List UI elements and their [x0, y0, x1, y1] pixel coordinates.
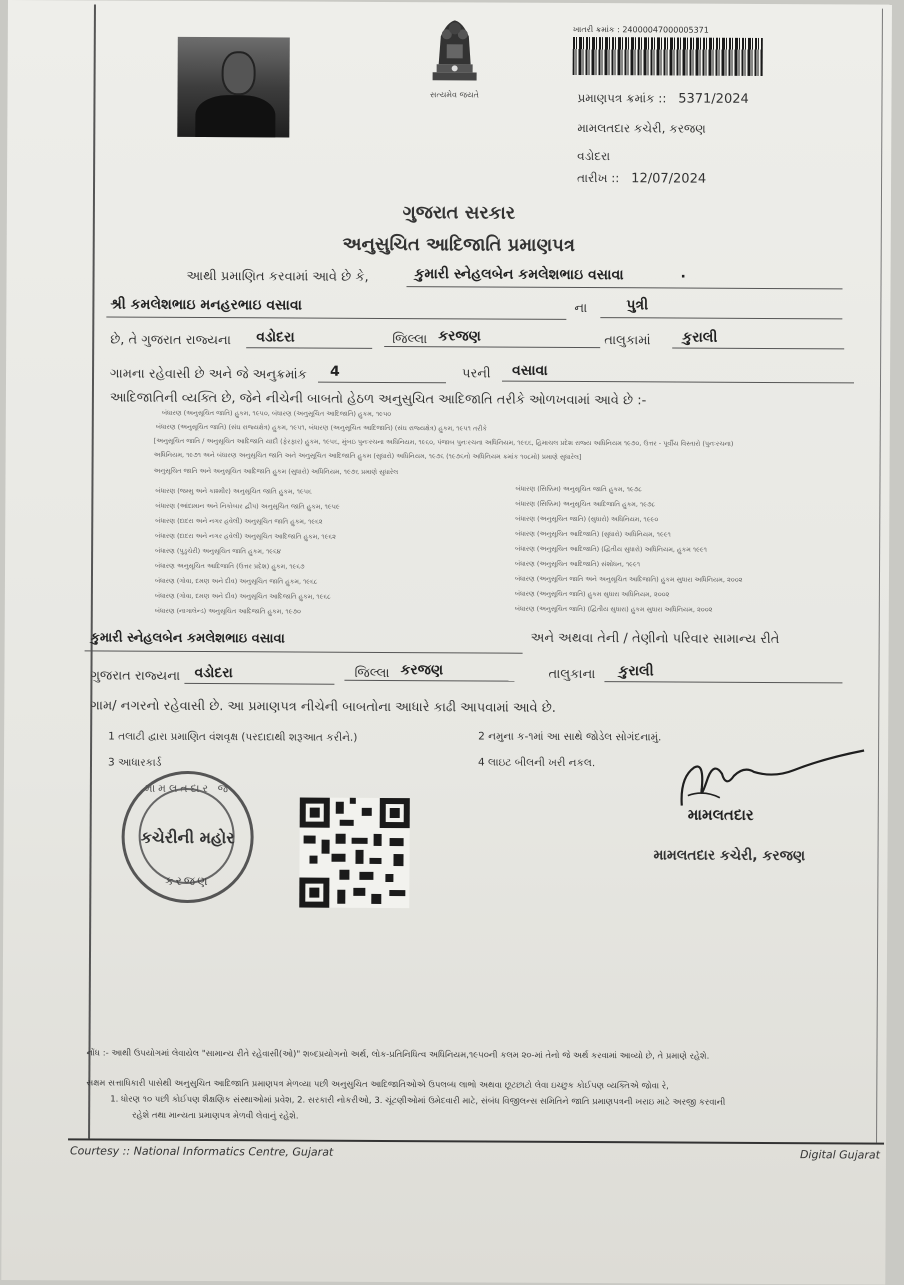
residence-state-label: ગુજરાત રાજ્યના [90, 668, 181, 684]
order-right: બંધારણ (સિક્કિમ) અનુસૂચિત જાતિ હુકમ, ૧૯૭૮ [515, 484, 642, 494]
office-seal [121, 771, 254, 904]
document-item: 1 તલાટી દ્વારા પ્રમાણિત વંશવૃક્ષ (પરદાદાથી શરૂઆત કરીને.) [108, 730, 358, 744]
order-left: બંધારણ (પુડુચેરી) અનુસૂચિત જાતિ હુકમ, ૧૯૬૪ [155, 546, 281, 556]
name-mark: . [680, 265, 686, 282]
document-item: 4 લાઇટ બીલની ખરી નકલ. [477, 756, 596, 770]
order-right: બંધારણ (સિક્કિમ) અનુસૂચિત આદિજાતિ હુકમ, ૧૯૭૮ [515, 499, 656, 509]
note-requirements: 1. ધોરણ ૧૦ પછી કોઈપણ શૈક્ષણિક સંસ્થાઓમાં પ્રવેશ, 2. સરકારી નોકરીઓ, 3. ચૂંટણીઓમાં ઉમેદવારી માટે, સંબંધ વિજીલન્સ સમિતિને જાતિ પ્રમાણપત્રની ખરાઇ માટે અરજી કરવાની [110, 1094, 726, 1108]
order-left: બંધારણ (દાદરા અને નગર હવેલી) અનુસૂચિત આદિજાતિ હુકમ, ૧૯૬૨ [155, 531, 336, 541]
order-right: બંધારણ (અનુસૂચિત જાતિ) હુકમ સુધારા અધિનિયમ, ૨૦૦૨ [514, 589, 670, 599]
certificate-date: 12/07/2024 [631, 171, 707, 187]
caste-value: વસાવા [512, 362, 548, 379]
intro-text: આથી પ્રમાણિત કરવામાં આવે છે કે, [186, 268, 369, 285]
seal-top-text: મામલતદાર જ [144, 781, 232, 796]
order-right: બંધારણ (અનુસૂચિત આદિજાતિ) સંશોધન, ૧૯૯૧ [515, 559, 641, 569]
father-name: શ્રી કમલેશભાઇ મનહરભાઇ વસાવા [110, 296, 303, 314]
state-label: છે, તે ગુજરાત રાજ્યના [110, 332, 231, 349]
certificate-title: અનુસુચિત આદિજાતિ પ્રમાણપત્ર [342, 233, 575, 256]
serial-number: 4 [330, 363, 340, 380]
basis-text: ગામ/ નગરનો રહેવાસી છે. આ પ્રમાણપત્ર નીચેની બાબતોના આધારે કાઢી આપવામાં આવે છે. [90, 698, 557, 716]
signatory-designation: મામલતદાર [687, 805, 754, 824]
order-right: બંધારણ (અનુસૂચિત આદિજાતિ) (દ્વિતીય સુધારો) અધિનિયમ, હુકમ ૧૯૯૧ [515, 544, 708, 554]
residence-district: વડોદરા [194, 664, 233, 682]
order-left: બંધારણ (ગોવા, દમણ અને દીવ) અનુસૂચિત જાતિ હુકમ, ૧૯૬૮ [154, 576, 318, 586]
village-value: કુરાલી [682, 329, 718, 346]
certificate-number: 5371/2024 [678, 91, 749, 107]
note-usage: નોંધ :- આથી ઉપયોગમાં લેવાયેલ "સામાન્ય રીતે રહેવાસી(ઓ)" શબ્દપ્રયોગનો અર્થ, લોક-પ્રતિનિધિત્વ અધિનિયમ,૧૯૫૦ની કલમ ૨૦-માં તેનો જે અર્થ કરવામાં આવ્યો છે, તે પ્રમાણે રહેશે. [86, 1048, 710, 1062]
district-label: જિલ્લા [392, 332, 428, 348]
note-benefits: સક્ષમ સત્તાધિકારી પાસેથી અનુસુચિત આદિજાતિ પ્રમાણપત્ર મેળવ્યા પછી અનુસુચિત આદિજાતિઓએ ઉપલબ્ધ લાભો અથવા છૂટછાટો લેવા ઇચ્છુક કોઈપણ વ્યક્તિએ જોવા રે, [86, 1078, 669, 1092]
residence-village: કુરાલી [618, 663, 654, 680]
note-validity: રહેશે તથા માન્યતા પ્રમાણપત્ર મેળવી લેવાનું રહેશે. [132, 1110, 299, 1122]
footer-courtesy: Courtesy :: National Informatics Centre, Gujarat [69, 1144, 334, 1159]
residence-name: કુમારી સ્નેહલબેન કમલેશભાઇ વસાવા [90, 630, 285, 647]
order-right: બંધારણ (અનુસૂચિત જાતિ) (સુધારો) અધિનિયમ, ૧૯૯૦ [515, 514, 659, 524]
applicant-photo [177, 37, 290, 138]
barcode [573, 37, 763, 76]
document-item: 2 નમુના ક-૧માં આ સાથે જોડેલ સોગંદનામું. [478, 730, 662, 744]
order-right: બંધારણ (અનુસૂચિત જાતિ અને અનુસૂચિત આદિજાતિ) હુકમ સુધારા અધિનિયમ, ૨૦૦૨ [514, 574, 743, 584]
relation: પુત્રી [626, 297, 649, 314]
certificate-date-row [577, 171, 706, 187]
order-left: બંધારણ (આંદામાન અને નિકોબાર દ્વીપ) અનુસૂચિત જાતિ હુકમ, ૧૯૫૯ [155, 501, 340, 511]
emblem [419, 12, 489, 100]
certificate-number-row [577, 91, 748, 107]
barcode-number: ખાતરી ક્રમાંક : 24000047000005371 [572, 24, 709, 35]
issuing-district: વડોદરા [577, 148, 611, 164]
order-line: બંધારણ (અનુસૂચિત જાતિ) (સંઘ રાજ્યક્ષેત્ર) હુકમ, ૧૯૫૧, બંધારણ (અનુસૂચિત આદિજાતિ) (સંઘ રાજ્યક્ષેત્ર) હુકમ, ૧૯૫૧ તરીકે [155, 422, 488, 433]
emblem-caption: સત્યમેવ જયતે [429, 90, 480, 100]
caste-label: પરની [462, 366, 491, 382]
family-text: અને અથવા તેની / તેણીનો પરિવાર સામાન્ય રીતે [530, 630, 780, 648]
ashoka-emblem-icon [425, 12, 485, 84]
certificate-number-label: પ્રમાણપત્ર ક્રમાંક :: [577, 90, 667, 106]
order-line: અનુસૂચિત જાતિ અને અનુસૂચિત આદિજાતિ હુકમ (સુધારો) અધિનિયમ, ૧૯૭૬ પ્રમાણે સુધારેલ [153, 466, 399, 477]
order-right: બંધારણ (અનુસૂચિત જાતિ) (દ્વિતીય સુધારા) હુકમ સુધારા અધિનિયમ, ૨૦૦૨ [514, 604, 713, 614]
order-left: બંધારણ (દાદરા અને નગર હવેલી) અનુસૂચિત જાતિ હુકમ, ૧૯૬૨ [155, 516, 323, 526]
order-left: બંધારણ (જમ્મુ અને કાશ્મીર) અનુસૂચિત જાતિ હુકમ, ૧૯૫૬ [155, 486, 312, 496]
signatory-office: મામલતદાર કચેરી, કરજણ [653, 847, 806, 865]
order-left: બંધારણ (ગોવા, દમણ અને દીવ) અનુસૂચિત આદિજાતિ હુકમ, ૧૯૬૮ [154, 591, 331, 601]
order-left: બંધારણ અનુસૂચિત આદિજાતિ (ઉત્તર પ્રદેશ) હુકમ, ૧૯૬૭ [155, 561, 305, 571]
page-border [88, 4, 883, 1142]
order-line: અધિનિયમ, ૧૯૭૧ અને બંધારણ અનુસૂચિત જાતિ અને અનુસૂચિત આદિજાતિ હુકમ (સુધારો) અધિનિયમ, ૧૯૭૬ (૧૯૭૬નો અધિનિયમ ક્રમાંક ૧૦૮મો) પ્રમાણે સુધારેલ] [153, 450, 582, 462]
issuing-office: મામલતદાર કચેરી, કરજણ [577, 120, 706, 136]
na-label: ના [574, 300, 588, 317]
taluka-value: કરજણ [438, 328, 481, 345]
document-item: 3 આધારકાર્ડ [107, 756, 162, 769]
seal-middle-text: કચેરીની મહોર [140, 827, 235, 848]
footer-digital-gujarat: Digital Gujarat [799, 1148, 881, 1162]
qr-code [299, 798, 410, 909]
residence-taluka: કરજણ [400, 662, 444, 679]
residence-taluka-label: તાલુકાના [548, 666, 596, 683]
certificate-sheet [1, 0, 892, 1285]
order-line: બંધારણ (અનુસૂચિત જાતિ) હુકમ, ૧૯૫૦, બંધારણ (અનુસૂચિત આદિજાતિ) હુકમ, ૧૯૫૦ [161, 408, 392, 419]
residence-district-label: જિલ્લા [354, 665, 390, 682]
taluka-label: તાલુકામાં [604, 333, 651, 349]
recognition-text: આદિજાતિની વ્યક્તિ છે, જેને નીચેની બાબતો હેઠળ અનુસુચિત આદિજાતિ તરીકે ઓળખવામાં આવે છે :- [109, 390, 647, 409]
order-left: બંધારણ (નાગાલેન્ડ) અનુસૂચિત આદિજાતિ હુકમ, ૧૯૭૦ [154, 606, 301, 616]
applicant-name: કુમારી સ્નેહલબેન કમલેશભાઇ વસાવા [414, 266, 624, 284]
order-line: [અનુસૂચિત જાતિ / અનુસૂચિત આદિજાતિ યાદી (ફેરફાર) હુકમ, ૧૯૫૬, મુંબઇ પુનઃરચના અધિનિયમ, ૧૯૬૦, પંજાબ પુનઃરચના અધિનિયમ, ૧૯૬૬, હિમાચલ પ્રદેશ રાજ્ય અધિનિયમ ૧૯૭૦, ઉત્તર - પૂર્વીય વિસ્તારો (પુનઃરચના) [153, 436, 734, 448]
certificate-date-label: તારીખ :: [577, 170, 620, 186]
government-title: ગુજરાત સરકાર [402, 202, 516, 224]
seal-bottom-text: કરજણ [165, 873, 210, 889]
village-label: ગામના રહેવાસી છે અને જે અનુક્રમાંક [110, 366, 307, 383]
district-value: વડોદરા [256, 329, 295, 346]
order-right: બંધારણ (અનુસૂચિત આદિજાતિ) (સુધારો) અધિનિયમ, ૧૯૯૧ [515, 529, 671, 539]
